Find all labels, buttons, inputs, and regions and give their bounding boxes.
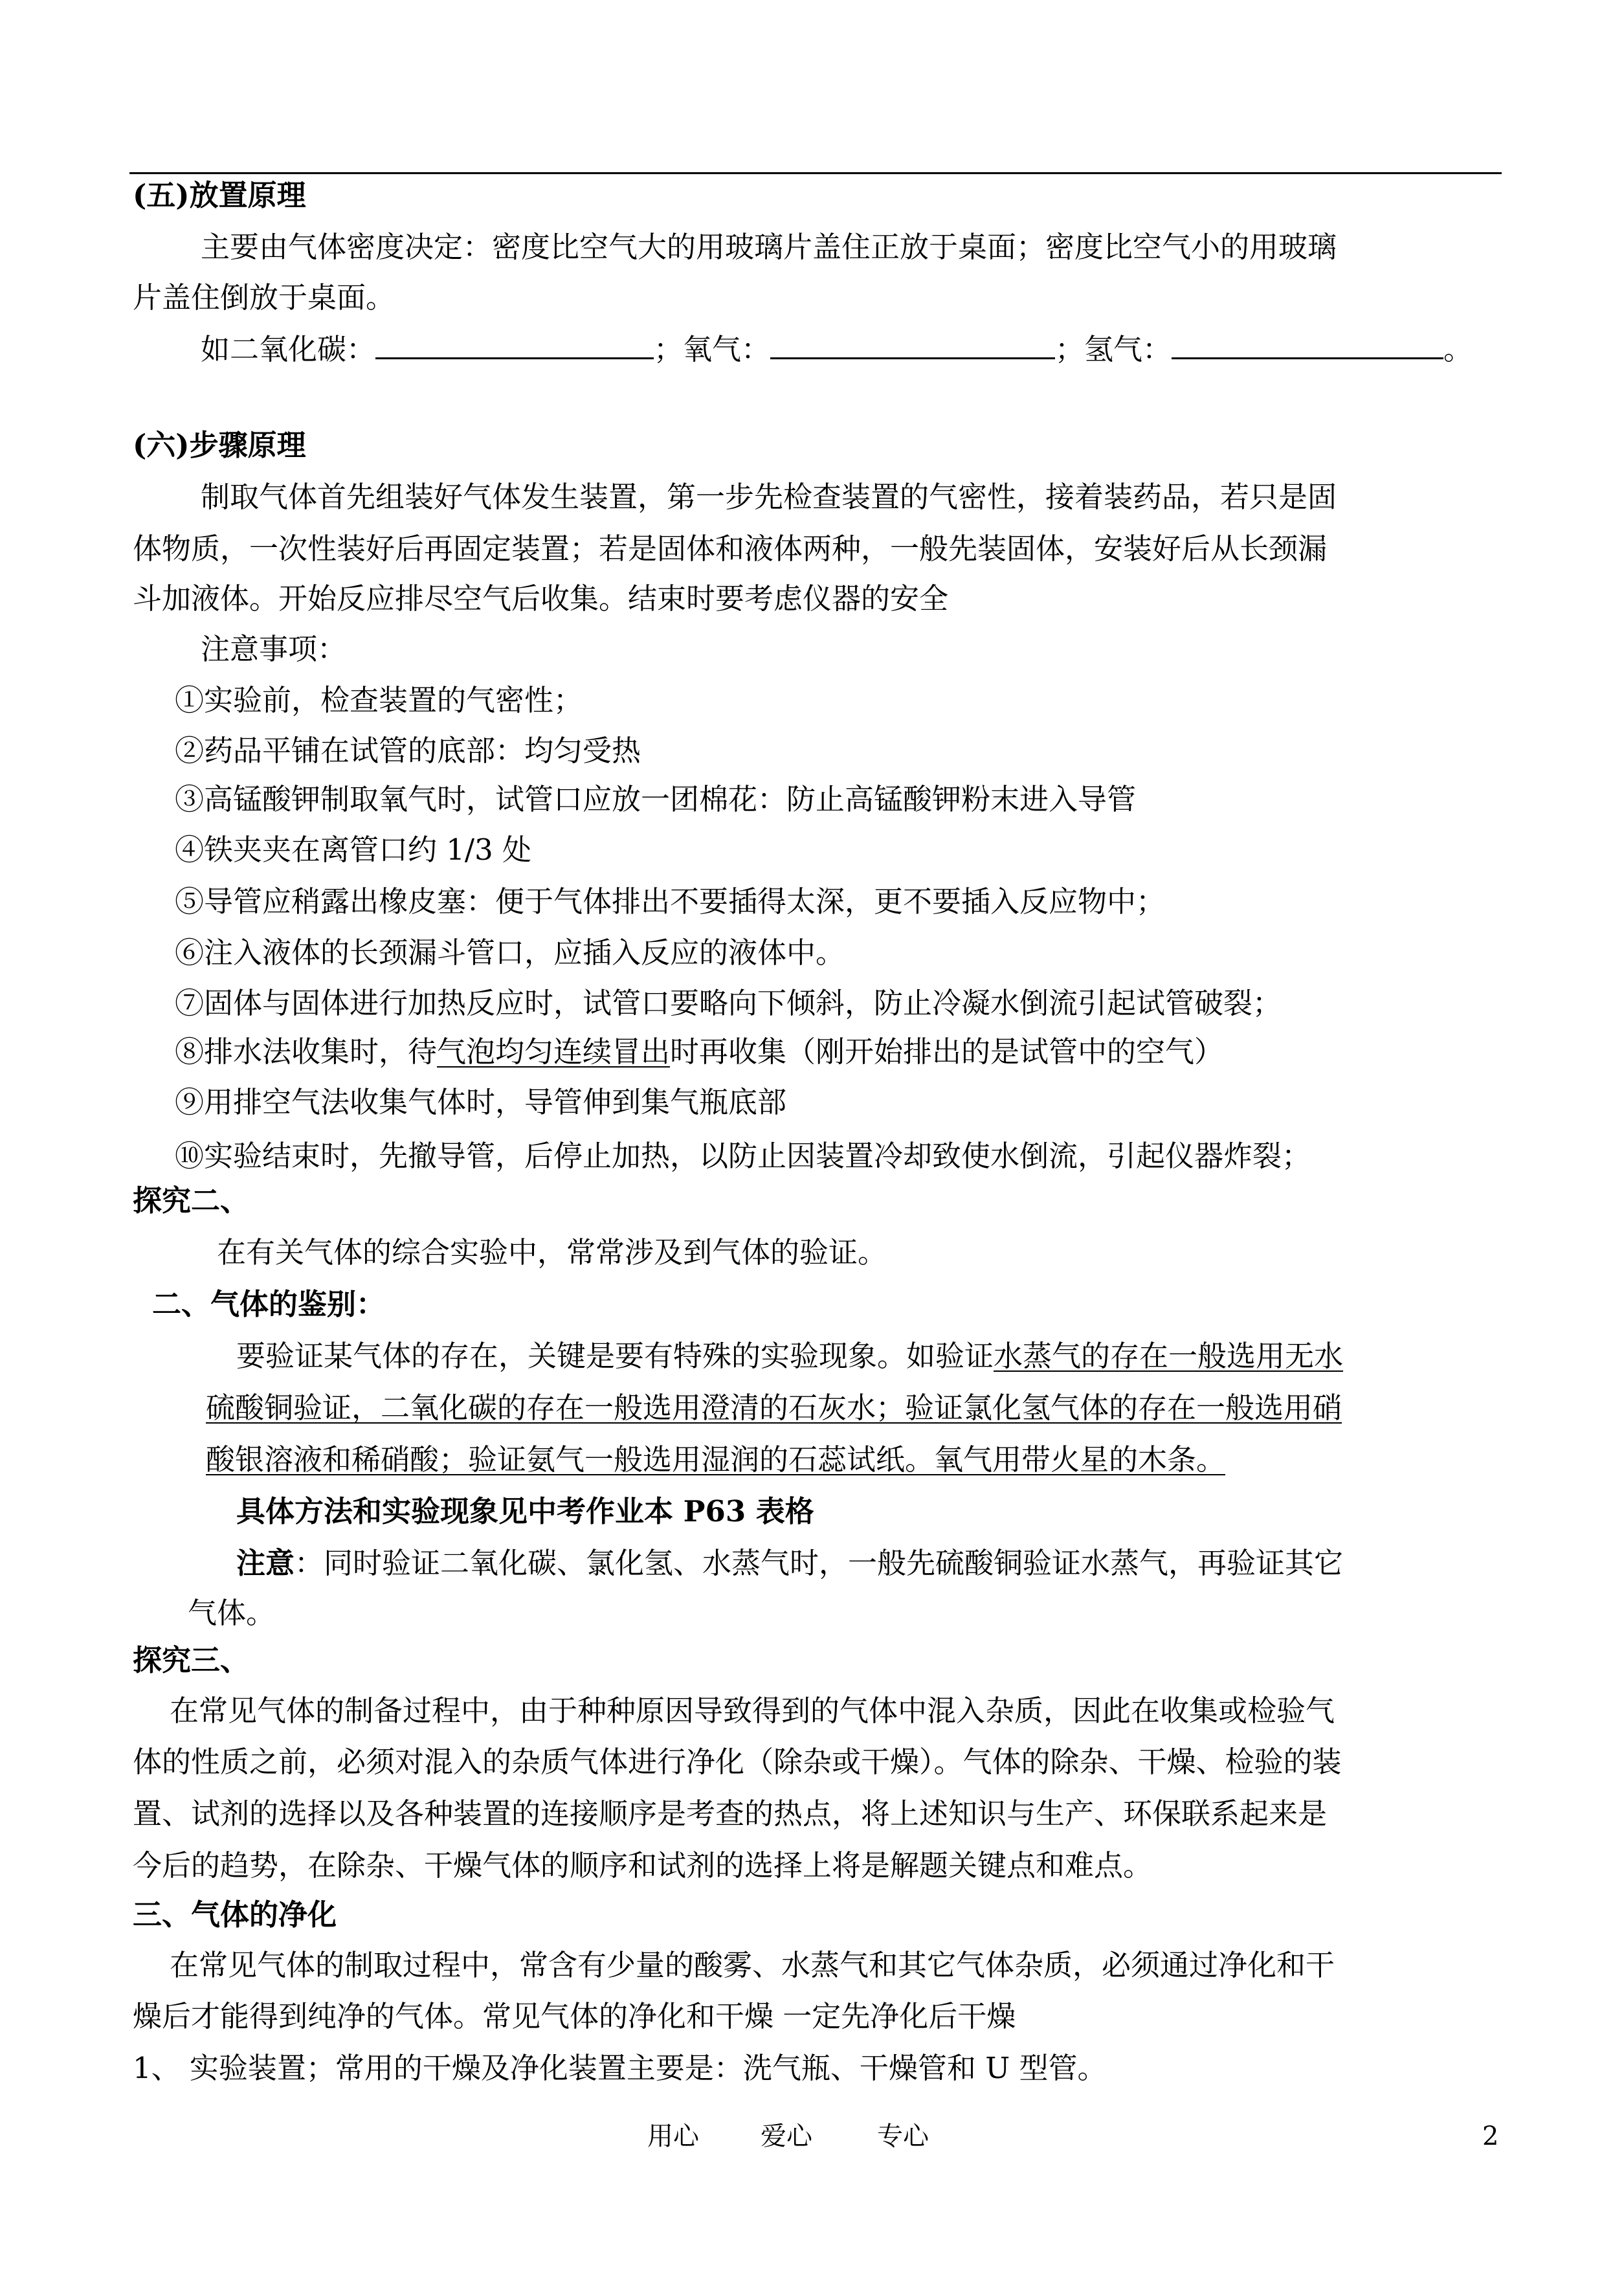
note-item: ①实验前，检查装置的气密性； xyxy=(175,683,583,717)
example-prefix: 如二氧化碳： xyxy=(201,332,376,366)
separator: ；氢气： xyxy=(1055,332,1172,366)
answer-blank-o2[interactable] xyxy=(770,330,1055,359)
notes-title: 注意事项： xyxy=(201,632,347,666)
answer-blank-h2[interactable] xyxy=(1172,330,1443,359)
paragraph-line: 在有关气体的综合实验中，常常涉及到气体的验证。 xyxy=(217,1235,887,1270)
fill-in-line xyxy=(201,330,1473,369)
footer-motto-2: 爱心 xyxy=(761,2121,812,2151)
paragraph-line xyxy=(236,1337,1343,1376)
section-heading: (五)放置原理 xyxy=(133,178,306,212)
note-item: ⑤导管应稍露出橡皮塞：便于气体排出不要插得太深，更不要插入反应物中； xyxy=(175,884,1166,919)
note-line xyxy=(236,1544,1343,1583)
paragraph-line: 在常见气体的制备过程中，由于种种原因导致得到的气体中混入杂质，因此在收集或检验气 xyxy=(170,1694,1335,1728)
underlined-text: 气泡均匀连续冒出 xyxy=(437,1035,671,1069)
note-item: ③高锰酸钾制取氧气时，试管口应放一团棉花：防止高锰酸钾粉末进入导管 xyxy=(175,782,1137,816)
paragraph-line: 置、试剂的选择以及各种装置的连接顺序是考查的热点，将上述知识与生产、环保联系起来是 xyxy=(133,1796,1328,1831)
note-item: ⑨用排空气法收集气体时，导管伸到集气瓶底部 xyxy=(175,1085,787,1119)
answer-blank-co2[interactable] xyxy=(375,330,654,359)
method-reference: 具体方法和实验现象见中考作业本 P63 表格 xyxy=(236,1494,814,1528)
note-item xyxy=(175,1033,1223,1071)
paragraph-line: 在常见气体的制取过程中，常含有少量的酸雾、水蒸气和其它气体杂质，必须通过净化和干 xyxy=(170,1948,1335,1982)
separator: ；氧气： xyxy=(654,332,771,366)
footer-motto-3: 专心 xyxy=(877,2121,929,2151)
section-heading: (六)步骤原理 xyxy=(133,428,306,462)
paragraph-line: 主要由气体密度决定：密度比空气大的用玻璃片盖住正放于桌面；密度比空气小的用玻璃 xyxy=(201,230,1337,264)
note-continuation: 气体。 xyxy=(188,1596,276,1630)
note-item: ⑦固体与固体进行加热反应时，试管口要略向下倾斜，防止冷凝水倒流引起试管破裂； xyxy=(175,986,1282,1020)
paragraph-line: 体的性质之前，必须对混入的杂质气体进行净化（除杂或干燥）。气体的除杂、干燥、检验的装 xyxy=(133,1745,1342,1779)
section-heading: 探究二、 xyxy=(133,1183,250,1218)
paragraph-line: 今后的趋势，在除杂、干燥气体的顺序和试剂的选择上将是解题关键点和难点。 xyxy=(133,1848,1153,1883)
section-heading: 三、气体的净化 xyxy=(133,1897,337,1932)
underlined-text: 水蒸气的存在一般选用无水 xyxy=(994,1339,1344,1373)
paragraph-line: 斗加液体。开始反应排尽空气后收集。结束时要考虑仪器的安全 xyxy=(133,581,949,616)
paragraph-line: 体物质，一次性装好后再固定装置；若是固体和液体两种，一般先装固体，安装好后从长颈漏 xyxy=(133,531,1328,566)
section-heading: 探究三、 xyxy=(133,1643,250,1677)
paragraph-line: 制取气体首先组装好气体发生装置，第一步先检查装置的气密性，接着装药品，若只是固 xyxy=(201,480,1337,514)
footer-motto-1: 用心 xyxy=(647,2121,699,2151)
underlined-line: 硫酸铜验证，二氧化碳的存在一般选用澄清的石灰水；验证氯化氢气体的存在一般选用硝 xyxy=(206,1391,1342,1425)
note-text: ⑧排水法收集时，待 xyxy=(175,1035,438,1069)
note-item: ④铁夹夹在离管口约 1/3 处 xyxy=(175,833,532,867)
underlined-line: 酸银溶液和稀硝酸；验证氨气一般选用湿润的石蕊试纸。氧气用带火星的木条。 xyxy=(206,1442,1226,1477)
note-label: 注意 xyxy=(236,1546,295,1580)
line-end: 。 xyxy=(1443,332,1473,366)
note-text: 时再收集（刚开始排出的是试管中的空气） xyxy=(670,1035,1224,1069)
note-item: ⑩实验结束时，先撤导管，后停止加热，以防止因装置冷却致使水倒流，引起仪器炸裂； xyxy=(175,1139,1311,1173)
header-rule xyxy=(129,172,1502,174)
paragraph-text: 要验证某气体的存在，关键是要有特殊的实验现象。如验证 xyxy=(236,1339,994,1373)
paragraph-line: 燥后才能得到纯净的气体。常见气体的净化和干燥 一定先净化后干燥 xyxy=(133,1999,1016,2033)
numbered-item: 1、 实验装置；常用的干燥及净化装置主要是：洗气瓶、干燥管和 U 型管。 xyxy=(133,2051,1107,2085)
page-number: 2 xyxy=(1482,2121,1499,2151)
note-item: ⑥注入液体的长颈漏斗管口，应插入反应的液体中。 xyxy=(175,935,845,970)
note-item: ②药品平铺在试管的底部：均匀受热 xyxy=(175,733,641,768)
note-text: ：同时验证二氧化碳、氯化氢、水蒸气时，一般先硫酸铜验证水蒸气，再验证其它 xyxy=(295,1546,1344,1580)
section-heading: 二、气体的鉴别： xyxy=(152,1287,386,1321)
paragraph-line: 片盖住倒放于桌面。 xyxy=(133,280,395,315)
